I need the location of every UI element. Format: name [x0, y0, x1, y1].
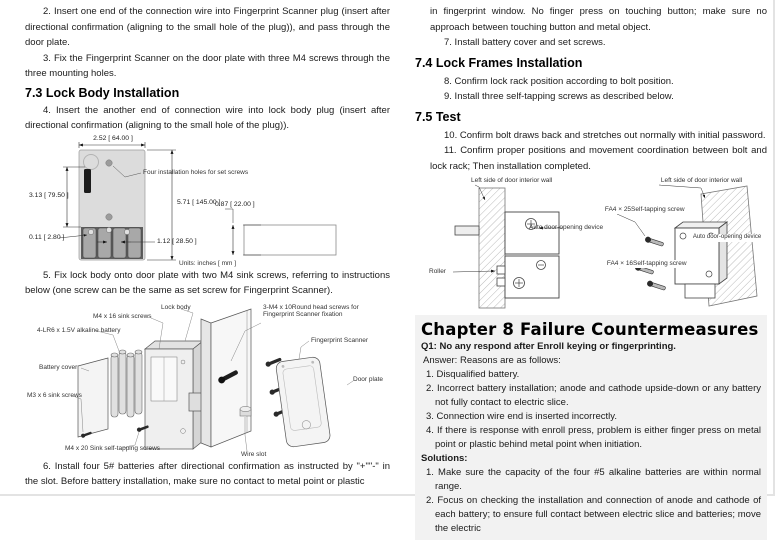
roller-label: Roller — [429, 268, 446, 275]
screw-16-label: FA4 × 16Self-tapping screw — [606, 260, 687, 267]
m3-sink-label: M3 x 6 sink screws — [27, 391, 82, 399]
frame-side-drawing — [425, 178, 605, 310]
reason-3: 3. Connection wire end is inserted incorrectly. — [426, 411, 617, 422]
frame-side-diagram — [425, 177, 604, 310]
step-5: 5. Fix lock body onto door plate with two M4 sink screws, referring to instructions below (one screw can be the same as set screw for Fingerprint Scanner). — [25, 269, 390, 296]
m4-self-tapping-label: M4 x 20 Sink self-tapping screws — [65, 444, 161, 452]
heading-7-3: 7.3 Lock Body Installation — [25, 85, 180, 100]
auto-device-label: Auto door-opening device — [529, 224, 604, 231]
exploded-diagram — [23, 301, 383, 459]
step-6-continued: in fingerprint window. No finger press on touching button; make sure no approach between touching button and metal object. — [430, 6, 767, 33]
step-3: 3. Fix the Fingerprint Scanner on the door plate with three M4 screws through the three mounting holes. — [25, 52, 390, 79]
solutions-label: Solutions: — [421, 453, 468, 464]
dimension-diagram — [29, 134, 364, 267]
frame-screws-drawing — [605, 178, 771, 310]
battery-cover-label: Battery cover — [39, 363, 78, 371]
reason-1: 1. Disqualified battery. — [426, 369, 520, 380]
dim-strike-label: 0.87 [ 22.00 ] — [215, 200, 255, 208]
step-11: 11. Confirm proper positions and movement coordination between bolt and lock rack; Then installation completed. — [430, 145, 767, 172]
chapter-8-title: Chapter 8 Failure Countermeasures — [421, 320, 759, 339]
wall-label: Left side of door interior wall — [471, 177, 553, 184]
solution-2: 2. Focus on checking the installation and connection of anode and cathode of each battery; to ensure full contact between electric slice and batteries; move the electric — [426, 495, 761, 534]
wall-label-2: Left side of door interior wall — [660, 177, 743, 184]
dim-height-label: 5.71 [ 145.00 ] — [177, 198, 221, 206]
solution-1: 1. Make sure the capacity of the four #5 alkaline batteries are within normal range. — [426, 467, 761, 492]
step-6: 6. Install four 5# batteries after directional confirmation as instructed by "+""-" in the slot. Before battery installation, make sure no contact to metal point or plastic — [25, 460, 390, 487]
frame-screws-diagram — [605, 178, 767, 310]
step-4: 4. Insert the another end of connection wire into lock body plug (insert after directional confirmation (aligning to the small hole of the plug)). — [25, 104, 390, 131]
reason-2: 2. Incorrect battery installation; anode and cathode upside-down or any battery not fully contact to electric slice. — [426, 383, 761, 408]
round-head-screws-label: 3-M4 x 10Round head screws for Fingerprint Scanner fixation — [263, 303, 359, 318]
chapter-8-section — [415, 315, 767, 540]
exploded-drawing — [23, 301, 383, 459]
dim-small-left-label: 0.11 [ 2.80 ] — [29, 233, 65, 241]
units-label: Units: inches [ mm ] — [179, 259, 237, 267]
dim-small-center-label: 1.12 [ 28.50 ] — [157, 237, 197, 245]
answer-intro: Answer: Reasons are as follows: — [423, 355, 561, 366]
question-1: Q1: No any respond after Enroll keying or fingerprinting. — [421, 341, 676, 352]
wire-slot-label: Wire slot — [241, 450, 267, 458]
lock-body-label: Lock body — [161, 303, 191, 311]
step-10: 10. Confirm bolt draws back and stretches out normally with initial password. — [444, 129, 766, 141]
battery-label: 4-LR6 x 1.5V alkaline battery — [37, 326, 121, 334]
door-plate-label: Door plate — [353, 375, 383, 383]
step-9: 9. Install three self-tapping screws as described below. — [444, 91, 674, 102]
step-8: 8. Confirm lock rack position according to bolt position. — [444, 75, 674, 87]
step-2: 2. Insert one end of the connection wire into Fingerprint Scanner plug (insert after directional confirmation (aligning to the small hole of the plug)), and pass through the door plate. — [25, 6, 390, 48]
dim-width-label: 2.52 [ 64.00 ] — [93, 134, 133, 142]
fingerprint-scanner-label: Fingerprint Scanner — [311, 336, 369, 344]
heading-7-4: 7.4 Lock Frames Installation — [415, 55, 583, 70]
reason-4: 4. If there is response with enroll press, problem is either finger press on metal point or plastic behind metal point when initiation. — [426, 425, 761, 450]
left-column — [25, 4, 390, 490]
right-column — [415, 4, 767, 540]
lock-frame-diagrams — [425, 178, 767, 310]
heading-7-5: 7.5 Test — [415, 109, 461, 124]
dim-left-label: 3.13 [ 79.50 ] — [29, 191, 69, 199]
m4-sink-label: M4 x 16 sink screws — [93, 312, 152, 320]
auto-device-label-2: Auto door-opening device — [692, 234, 762, 240]
step-7: 7. Install battery cover and set screws. — [444, 37, 606, 48]
holes-label: Four installation holes for set screws — [143, 168, 249, 176]
screw-25-label: FA4 × 25Self-tapping screw — [604, 206, 685, 213]
